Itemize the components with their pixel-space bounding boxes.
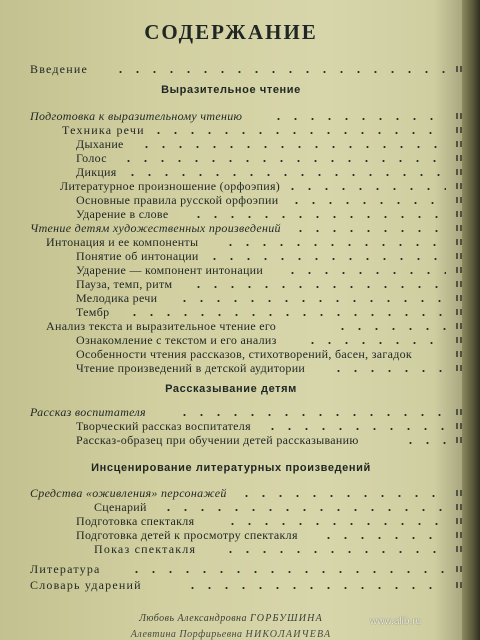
dot-leader (334, 319, 446, 333)
dot-leader (176, 405, 446, 419)
toc-entry-intonation-concept: Понятие об интонации (76, 249, 199, 263)
section-heading-expressive: Выразительное чтение (161, 84, 301, 96)
toc-entry-model-story: Рассказ-образец при обучении детей рассказыванию (76, 433, 359, 447)
dot-leader (112, 62, 446, 76)
toc-entry-voice: Голос (76, 151, 107, 165)
book-spine-edge (462, 0, 480, 640)
dot-leader (190, 277, 446, 291)
dot-leader (330, 361, 446, 375)
dot-leader (304, 333, 446, 347)
dot-leader (222, 235, 446, 249)
dot-leader (284, 179, 446, 193)
toc-entry-script: Сценарий (94, 500, 147, 514)
toc-entry-text-analysis: Анализ текста и выразительное чтение его (46, 319, 277, 333)
dot-leader (270, 109, 446, 123)
toc-entry-show: Показ спектакля (94, 542, 197, 556)
dot-leader (190, 207, 446, 221)
toc-entry-word-stress: Ударение в слове (76, 207, 169, 221)
toc-entry-familiarization: Ознакомление с текстом и его анализ (76, 333, 277, 347)
toc-entry-creative-story: Творческий рассказ воспитателя (76, 419, 251, 433)
dot-leader (184, 578, 446, 592)
toc-entry-timbre: Тембр (76, 305, 110, 319)
toc-entry-literature: Литература (30, 562, 101, 576)
dot-leader (126, 305, 446, 319)
toc-entry-stress-component: Ударение — компонент интонации (76, 263, 264, 277)
dot-leader (176, 291, 446, 305)
watermark: www.alib.ru (370, 616, 422, 627)
dot-leader (150, 123, 446, 137)
toc-entry-orthoepy: Литературное произношение (орфоэпия) (60, 179, 281, 193)
section-heading-staging: Инсценирование литературных произведений (91, 462, 371, 474)
author2-name: Алевтина Порфирьевна (130, 629, 243, 640)
page-title: СОДЕРЖАНИЕ (144, 20, 318, 44)
dot-leader (402, 433, 446, 447)
toc-entry-intonation: Интонация и ее компоненты (46, 235, 199, 249)
dot-leader (440, 347, 446, 361)
toc-entry-speech-technique: Техника речи (62, 123, 145, 137)
author1-surname: ГОРБУШИНА (250, 613, 323, 624)
toc-entry-breathing: Дыхание (76, 137, 124, 151)
toc-entry-speech-melody: Мелодика речи (76, 291, 158, 305)
dot-leader (224, 514, 446, 528)
toc-entry-teacher-story: Рассказ воспитателя (30, 405, 146, 419)
toc-entry-intro: Введение (30, 62, 88, 76)
section-heading-storytelling: Рассказывание детям (165, 383, 297, 395)
toc-entry-reading-children: Чтение детям художественных произведений (30, 221, 281, 235)
dot-leader (284, 263, 446, 277)
toc-entry-animation-means: Средства «оживления» персонажей (30, 486, 227, 500)
toc-entry-pause-tempo-rhythm: Пауза, темп, ритм (76, 277, 173, 291)
author2-surname: НИКОЛАИЧЕВА (245, 629, 332, 640)
author-credit-2 (0, 629, 462, 640)
toc-entry-stress-dictionary: Словарь ударений (30, 578, 142, 592)
toc-entry-children-audience: Чтение произведений в детской аудитории (76, 361, 306, 375)
dot-leader (128, 562, 446, 576)
dot-leader (320, 528, 446, 542)
dot-leader (138, 137, 446, 151)
toc-entry-orthoepy-rules: Основные правила русской орфоэпии (76, 193, 279, 207)
toc-entry-diction: Дикция (76, 165, 117, 179)
toc-entry-reading-genres: Особенности чтения рассказов, стихотворений, басен, загадок (76, 347, 413, 361)
dot-leader (124, 165, 446, 179)
dot-leader (120, 151, 446, 165)
dot-leader (222, 542, 446, 556)
dot-leader (292, 221, 446, 235)
toc-entry-show-preparation: Подготовка спектакля (76, 514, 195, 528)
toc-entry-prep: Подготовка к выразительному чтению (30, 109, 243, 123)
dot-leader (206, 249, 446, 263)
author1-name: Любовь Александровна (139, 613, 248, 624)
dot-leader (264, 419, 446, 433)
dot-leader (238, 486, 446, 500)
toc-entry-children-preparation: Подготовка детей к просмотру спектакля (76, 528, 298, 542)
dot-leader (160, 500, 446, 514)
dot-leader (288, 193, 446, 207)
